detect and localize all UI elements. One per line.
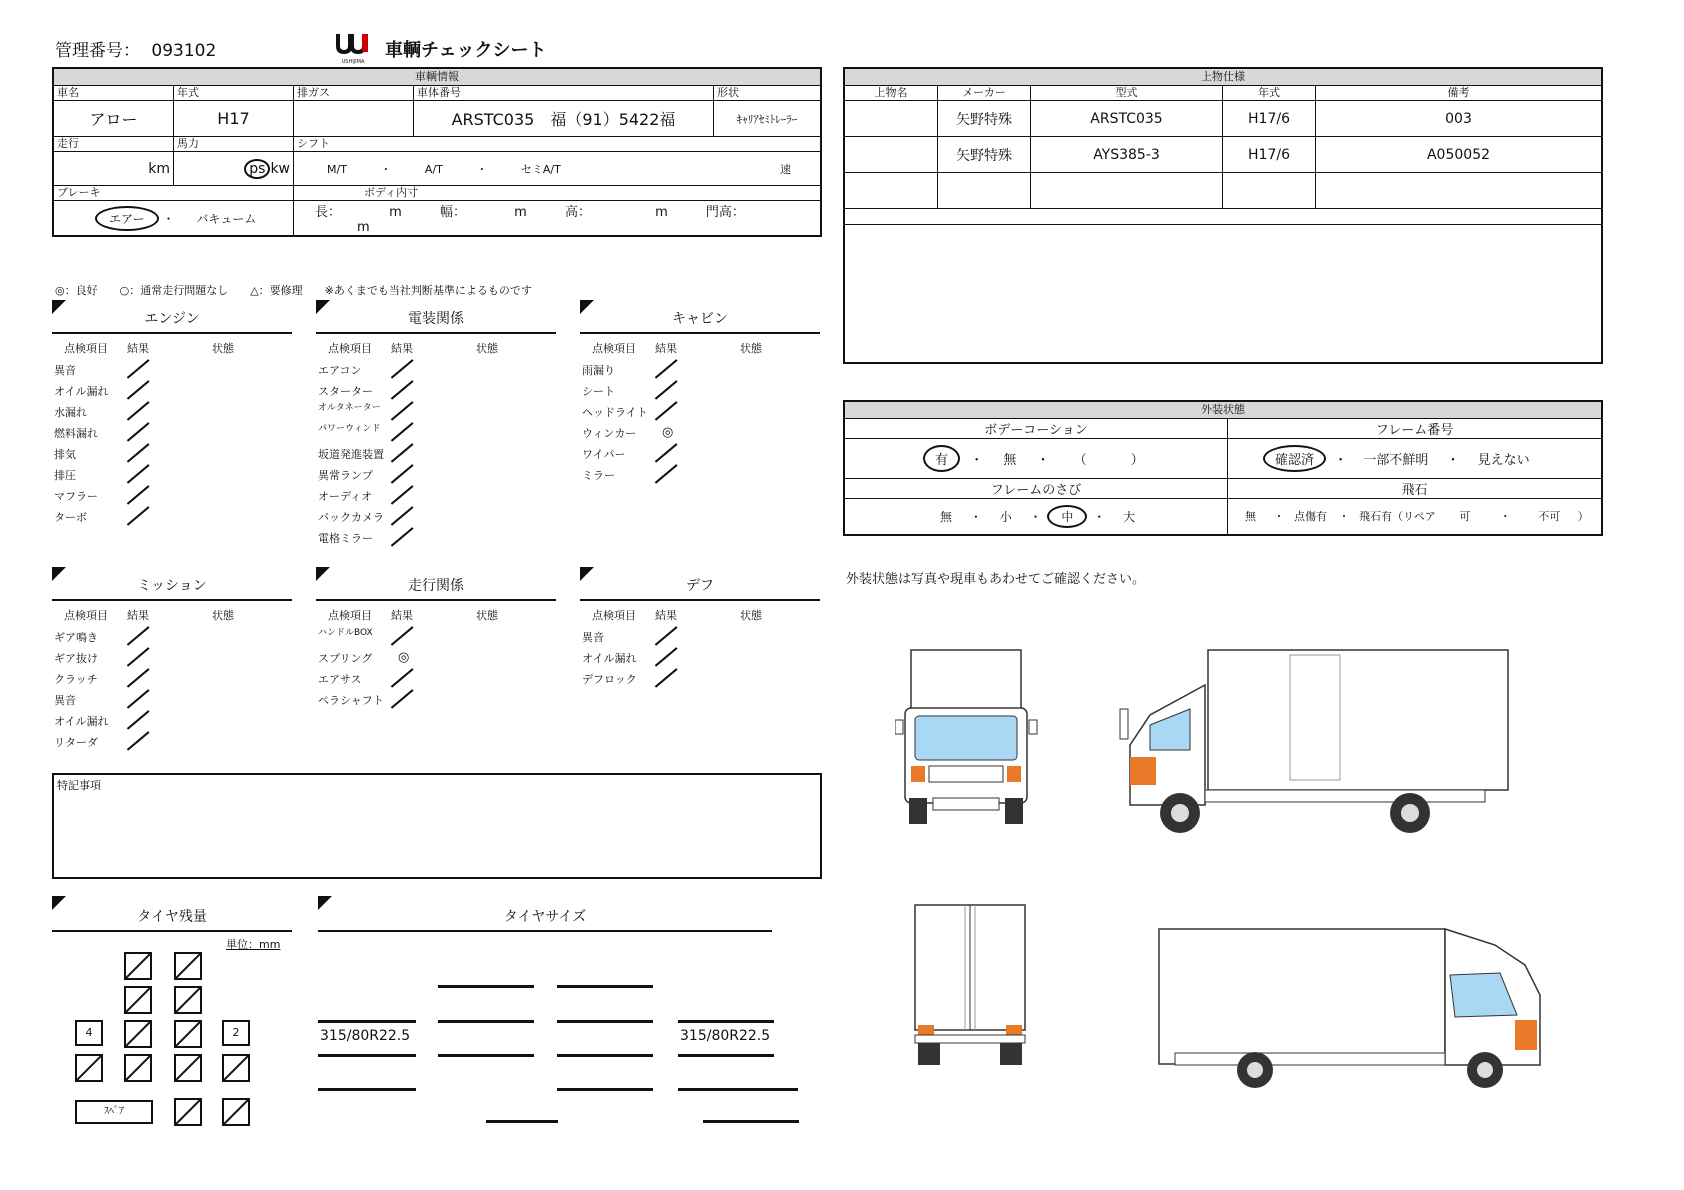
tire-line	[438, 985, 534, 988]
running-section-title: 走行関係	[316, 575, 556, 601]
rust-medium: 中	[1047, 505, 1087, 528]
body-spec-cell: ARSTC035	[1031, 101, 1223, 137]
power-unit-ps: ps	[244, 159, 270, 179]
mission-item-label: ギア抜け	[54, 652, 98, 665]
frame-rust-label: フレームのさび	[844, 479, 1228, 499]
label-body-inner: ボディ内寸	[294, 186, 822, 201]
rating-legend: ◎：良好 ○：通常走行問題なし △：要修理 ※あくまでも当社判断基準によるものです	[55, 284, 532, 297]
column-header: 結果	[127, 609, 149, 622]
mission-section-title: ミッション	[52, 575, 292, 601]
column-header: 状態	[212, 609, 234, 622]
tire-line	[678, 1088, 798, 1091]
result-slash	[127, 464, 149, 483]
tire-line	[703, 1120, 799, 1123]
running-item-label: ハンドルBOX	[318, 628, 373, 638]
tire-remain-title: タイヤ残量	[52, 906, 292, 932]
shift-sep-1: ・	[380, 162, 392, 176]
electric-item-label: 異常ランプ	[318, 469, 373, 482]
tire-line	[318, 1088, 416, 1091]
body-spec-col: 備考	[1316, 86, 1603, 101]
dim-width-label: 幅：	[439, 205, 466, 220]
body-spec-cell	[938, 173, 1031, 209]
body-coating-label: ボデーコーション	[844, 419, 1228, 439]
body-spec-cell	[1031, 173, 1223, 209]
tire-line	[438, 1020, 534, 1023]
cabin-item-label: シート	[582, 385, 615, 398]
engine-item-label: マフラー	[54, 490, 98, 503]
exterior-heading: 外装状態	[844, 401, 1602, 419]
mission-item-label: ギア鳴き	[54, 631, 98, 644]
cabin-item-label: ウィンカー	[582, 427, 637, 440]
dims-cell	[294, 201, 822, 237]
diff-section-title: デフ	[580, 575, 820, 601]
diff-item-label: 異音	[582, 631, 604, 644]
column-header: 状態	[740, 342, 762, 355]
body-spec-cell	[1316, 173, 1603, 209]
rust-small: 小	[999, 509, 1012, 524]
chips-none: 無	[1245, 510, 1256, 524]
body-spec-notes	[844, 225, 1602, 363]
truck-side-view-left	[1110, 645, 1530, 835]
tire-line	[486, 1120, 558, 1123]
frame-no-options	[1228, 439, 1603, 479]
value-emission	[294, 101, 414, 137]
result-slash	[391, 401, 413, 420]
body-spec-cell: H17/6	[1223, 101, 1316, 137]
tire-box	[174, 1098, 202, 1126]
result-slash	[391, 527, 413, 546]
chips-scratch: 点傷有	[1294, 510, 1327, 524]
mileage-cell	[53, 152, 174, 186]
body-coating-yes: 有	[923, 445, 960, 472]
sep: ・	[1499, 510, 1511, 524]
column-header: 結果	[127, 342, 149, 355]
exterior-table	[843, 400, 1603, 536]
body-coating-options	[844, 439, 1228, 479]
document-title: 車輌チェックシート	[385, 40, 547, 61]
frame-no-label: フレーム番号	[1228, 419, 1603, 439]
mission-item-label: 異音	[54, 694, 76, 707]
tire-box	[174, 1020, 202, 1048]
tire-line	[557, 1088, 653, 1091]
body-spec-heading: 上物仕様	[844, 68, 1602, 86]
cabin-item-label: ワイパー	[582, 448, 626, 461]
result-slash	[655, 443, 677, 462]
running-item-label: ペラシャフト	[318, 694, 384, 707]
result-slash	[391, 668, 413, 687]
body-spec-cell: 矢野特殊	[938, 137, 1031, 173]
frame-no-partial: 一部不鮮明	[1363, 453, 1429, 468]
cabin-section-title: キャビン	[580, 308, 820, 334]
brake-cell	[53, 201, 294, 237]
column-header: 点検項目	[592, 342, 636, 355]
result-slash	[391, 485, 413, 504]
result-slash	[127, 668, 149, 687]
tire-box	[174, 986, 202, 1014]
mission-item-label: オイル漏れ	[54, 715, 109, 728]
column-header: 点検項目	[592, 609, 636, 622]
result-slash	[655, 647, 677, 666]
result-slash	[655, 668, 677, 687]
tire-box	[222, 1098, 250, 1126]
sep: ・	[1029, 509, 1042, 524]
truck-side-view-right	[1155, 925, 1555, 1090]
tire-box	[124, 1020, 152, 1048]
result-slash	[391, 626, 413, 645]
body-spec-cell	[844, 101, 938, 137]
electric-item-label: 電格ミラー	[318, 532, 373, 545]
result-slash	[391, 443, 413, 462]
result-slash	[127, 647, 149, 666]
body-spec-table	[843, 67, 1603, 364]
electric-item-label: エアコン	[318, 364, 362, 377]
column-header: 状態	[476, 609, 498, 622]
column-header: 結果	[391, 342, 413, 355]
tire-line	[678, 1020, 774, 1023]
column-header: 点検項目	[328, 609, 372, 622]
label-year: 年式	[174, 86, 294, 101]
remarks-box	[52, 773, 822, 879]
result-slash	[127, 626, 149, 645]
tire-line	[438, 1054, 534, 1057]
tire-box	[124, 952, 152, 980]
cabin-item-label: 雨漏り	[582, 364, 615, 377]
rust-none: 無	[940, 509, 953, 524]
power-cell	[174, 152, 294, 186]
tire-size-left: 315/80R22.5	[320, 1028, 411, 1044]
value-year: H17	[174, 101, 294, 137]
sep: ・	[1446, 453, 1460, 468]
running-item-label: エアサス	[318, 673, 362, 686]
electric-item-label: 坂道発進装置	[318, 448, 384, 461]
engine-section-title: エンジン	[52, 308, 292, 334]
sep: ・	[1273, 510, 1285, 524]
paren-open: （	[1073, 453, 1087, 468]
sep: ・	[1036, 453, 1050, 468]
dim-length-unit: m	[389, 205, 402, 220]
label-mileage: 走行	[53, 137, 174, 152]
result-slash	[127, 506, 149, 525]
body-spec-spacer	[844, 209, 1602, 225]
company-logo	[332, 32, 374, 65]
rust-large: 大	[1123, 509, 1136, 524]
management-number	[55, 36, 216, 61]
label-emission: 排ガス	[294, 86, 414, 101]
tire-box-left-number: 4	[75, 1020, 103, 1046]
mission-item-label: リターダ	[54, 736, 98, 749]
result-slash	[391, 380, 413, 399]
electric-item-label: バックカメラ	[318, 511, 384, 524]
chips-label: 飛石	[1228, 479, 1603, 499]
column-header: 結果	[655, 342, 677, 355]
engine-item-label: 排圧	[54, 469, 76, 482]
shift-at: A/T	[424, 162, 443, 176]
result-slash	[391, 689, 413, 708]
mileage-unit: km	[148, 160, 170, 177]
tire-line	[318, 1020, 416, 1023]
paren-close: ）	[1577, 510, 1589, 524]
electric-item-label: パワーウィンド	[318, 424, 381, 434]
result-slash	[655, 626, 677, 645]
body-spec-cell	[844, 173, 938, 209]
frame-no-invisible: 見えない	[1477, 453, 1530, 468]
dim-width-unit: m	[514, 205, 527, 220]
result-slash	[391, 359, 413, 378]
column-header: 点検項目	[64, 342, 108, 355]
shift-semi-at: セミA/T	[520, 162, 561, 176]
cabin-result-mark: ◎	[662, 425, 674, 440]
engine-item-label: オイル漏れ	[54, 385, 109, 398]
body-spec-cell: AYS385-3	[1031, 137, 1223, 173]
result-slash	[655, 401, 677, 420]
power-unit-kw: kw	[270, 160, 290, 177]
value-body-no: ARSTC035 福（91）5422福	[414, 101, 714, 137]
result-slash	[391, 506, 413, 525]
dim-gate-label: 門高：	[705, 205, 745, 220]
body-spec-cell	[1223, 173, 1316, 209]
cabin-item-label: ヘッドライト	[582, 406, 648, 419]
running-item-label: スプリング	[318, 652, 373, 665]
tire-box	[222, 1054, 250, 1082]
body-spec-cell: A050052	[1316, 137, 1603, 173]
body-spec-col: 型式	[1031, 86, 1223, 101]
tire-size-right: 315/80R22.5	[680, 1028, 771, 1044]
result-slash	[391, 464, 413, 483]
tire-box	[174, 952, 202, 980]
result-slash	[127, 380, 149, 399]
brake-sep: ・	[162, 211, 175, 226]
column-header: 結果	[391, 609, 413, 622]
column-header: 状態	[476, 342, 498, 355]
body-spec-col: 年式	[1223, 86, 1316, 101]
sep: ・	[970, 453, 984, 468]
tire-line	[678, 1054, 774, 1057]
body-spec-col: メーカー	[938, 86, 1031, 101]
electric-item-label: オーディオ	[318, 490, 373, 503]
exterior-note: 外装状態は写真や現車もあわせてご確認ください。	[846, 572, 1146, 587]
result-slash	[127, 710, 149, 729]
label-name: 車名	[53, 86, 174, 101]
brake-air: エアー	[95, 206, 159, 231]
chips-exist: 飛石有（リペア	[1359, 510, 1436, 524]
sep: ・	[969, 509, 982, 524]
dim-height-unit: m	[655, 205, 668, 220]
tire-line	[557, 985, 653, 988]
column-header: 点検項目	[64, 609, 108, 622]
tire-size-title: タイヤサイズ	[318, 906, 772, 932]
chips-ng: 不可	[1538, 510, 1561, 524]
result-slash	[127, 485, 149, 504]
shift-mt: M/T	[327, 162, 347, 176]
value-name: アロー	[53, 101, 174, 137]
result-slash	[127, 731, 149, 750]
management-label: 管理番号：	[55, 41, 140, 61]
result-slash	[655, 380, 677, 399]
result-slash	[127, 689, 149, 708]
engine-item-label: 異音	[54, 364, 76, 377]
tire-box	[75, 1054, 103, 1082]
dim-height-label: 高：	[564, 205, 591, 220]
body-spec-cell	[844, 137, 938, 173]
shift-cell	[294, 152, 822, 186]
value-shape: ｷｬﾘｱｾﾐﾄﾚｰﾗｰ	[714, 101, 822, 137]
engine-item-label: 燃料漏れ	[54, 427, 98, 440]
truck-rear-view	[910, 903, 1030, 1068]
engine-item-label: 排気	[54, 448, 76, 461]
diff-item-label: デフロック	[582, 673, 637, 686]
sep: ・	[1093, 509, 1106, 524]
remarks-label: 特記事項	[57, 779, 101, 792]
body-spec-cell: 矢野特殊	[938, 101, 1031, 137]
brake-vacuum: バキューム	[196, 211, 257, 226]
body-coating-no: 無	[1003, 453, 1017, 468]
vehicle-info-table	[52, 67, 822, 237]
label-shape: 形状	[714, 86, 822, 101]
chips-options	[1228, 499, 1603, 535]
body-spec-cell: H17/6	[1223, 137, 1316, 173]
chips-ok: 可	[1459, 510, 1471, 524]
label-brake: ブレーキ	[53, 186, 294, 201]
result-slash	[127, 443, 149, 462]
result-slash	[655, 359, 677, 378]
label-power: 馬力	[174, 137, 294, 152]
dim-gate-unit: m	[357, 220, 370, 235]
frame-rust-options	[844, 499, 1228, 535]
result-slash	[655, 464, 677, 483]
dim-length-label: 長：	[315, 205, 342, 220]
spare-box: ｽﾍﾟｱ	[75, 1100, 153, 1124]
tire-line	[318, 1054, 416, 1057]
management-value: 093102	[151, 41, 217, 61]
label-shift: シフト	[294, 137, 822, 152]
running-result-mark: ◎	[398, 650, 410, 665]
body-spec-col: 上物名	[844, 86, 938, 101]
column-header: 結果	[655, 609, 677, 622]
engine-item-label: 水漏れ	[54, 406, 87, 419]
diff-item-label: オイル漏れ	[582, 652, 637, 665]
column-header: 状態	[212, 342, 234, 355]
paren-close: ）	[1130, 453, 1144, 468]
mission-item-label: クラッチ	[54, 673, 98, 686]
result-slash	[127, 359, 149, 378]
tire-line	[557, 1054, 653, 1057]
shift-speed: 速	[780, 162, 791, 176]
label-body-no: 車体番号	[414, 86, 714, 101]
engine-item-label: ターボ	[54, 511, 87, 524]
shift-sep-2: ・	[476, 162, 488, 176]
tire-box-right-number: 2	[222, 1020, 250, 1046]
tire-remain-unit: 単位：mm	[226, 938, 281, 951]
tire-line	[557, 1020, 653, 1023]
logo-text: USHIJIMA	[341, 59, 365, 65]
sep: ・	[1338, 510, 1350, 524]
column-header: 点検項目	[328, 342, 372, 355]
frame-no-confirmed: 確認済	[1263, 445, 1326, 472]
cabin-item-label: ミラー	[582, 469, 615, 482]
result-slash	[127, 401, 149, 420]
electric-item-label: スターター	[318, 385, 373, 398]
truck-front-view	[895, 648, 1055, 828]
electric-item-label: オルタネーター	[318, 403, 381, 413]
result-slash	[127, 422, 149, 441]
electric-section-title: 電装関係	[316, 308, 556, 334]
body-spec-cell: 003	[1316, 101, 1603, 137]
tire-box	[124, 986, 152, 1014]
tire-box	[174, 1054, 202, 1082]
tire-box	[124, 1054, 152, 1082]
column-header: 状態	[740, 609, 762, 622]
result-slash	[391, 422, 413, 441]
sep: ・	[1334, 453, 1348, 468]
vehicle-info-heading: 車輌情報	[53, 68, 821, 86]
